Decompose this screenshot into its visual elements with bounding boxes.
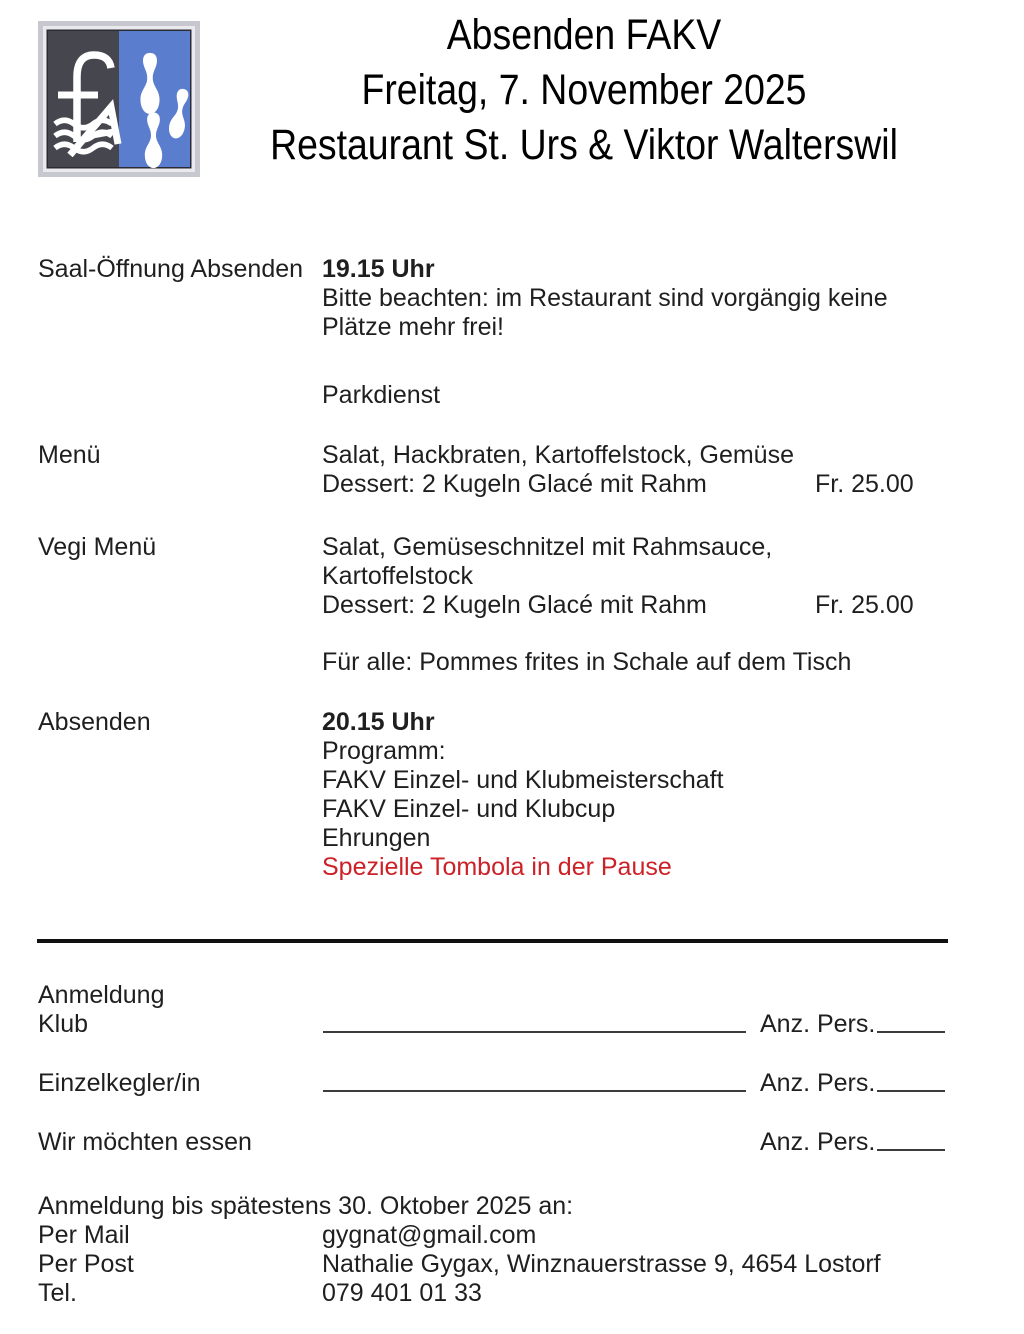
section-absenden bbox=[38, 708, 948, 882]
tombola-highlight: Spezielle Tombola in der Pause bbox=[322, 853, 672, 881]
klub-anz-pers-label: Anz. Pers. bbox=[760, 1010, 876, 1038]
vegi-line2: Kartoffelstock bbox=[322, 562, 474, 590]
registration-deadline: Anmeldung bis spätestens 30. Oktober 2025 an: bbox=[38, 1192, 574, 1220]
club-logo bbox=[38, 20, 200, 178]
title-line-location: Restaurant St. Urs & Viktor Walterswil bbox=[270, 121, 898, 169]
registration-row-essen bbox=[38, 1128, 948, 1157]
contact-row-post bbox=[38, 1250, 948, 1279]
menu-price: Fr. 25.00 bbox=[815, 470, 914, 498]
title-line-event: Absenden FAKV bbox=[446, 11, 722, 59]
document-title bbox=[215, 8, 953, 173]
section-divider bbox=[37, 939, 948, 943]
menu-dessert: Dessert: 2 Kugeln Glacé mit Rahm bbox=[322, 470, 707, 498]
einzelkegler-anz-pers-blank-line bbox=[877, 1070, 945, 1092]
tel-label: Tel. bbox=[38, 1279, 77, 1307]
registration-row-einzelkegler bbox=[38, 1069, 948, 1098]
absenden-time: 20.15 Uhr bbox=[322, 708, 435, 736]
contact-row-mail bbox=[38, 1221, 948, 1250]
menu-label: Menü bbox=[38, 441, 101, 469]
saal-oeffnung-time: 19.15 Uhr bbox=[322, 255, 435, 283]
saal-oeffnung-extra: Parkdienst bbox=[322, 381, 441, 409]
title-line-date: Freitag, 7. November 2025 bbox=[361, 66, 807, 114]
program-item-3: Ehrungen bbox=[322, 824, 431, 852]
program-item-2: FAKV Einzel- und Klubcup bbox=[322, 795, 616, 823]
section-menu bbox=[38, 441, 948, 499]
absenden-label: Absenden bbox=[38, 708, 151, 736]
program-heading: Programm: bbox=[322, 737, 446, 765]
essen-anz-pers-blank-line bbox=[877, 1129, 945, 1151]
menu-line1: Salat, Hackbraten, Kartoffelstock, Gemüse bbox=[322, 441, 794, 469]
tel-value: 079 401 01 33 bbox=[322, 1279, 482, 1307]
program-item-1: FAKV Einzel- und Klubmeisterschaft bbox=[322, 766, 724, 794]
einzelkegler-label: Einzelkegler/in bbox=[38, 1069, 201, 1097]
per-post-value: Nathalie Gygax, Winznauerstrasse 9, 4654 Lostorf bbox=[322, 1250, 881, 1278]
contact-block bbox=[38, 1192, 948, 1308]
per-post-label: Per Post bbox=[38, 1250, 134, 1278]
per-mail-label: Per Mail bbox=[38, 1221, 130, 1249]
vegi-menu-label: Vegi Menü bbox=[38, 533, 157, 561]
saal-oeffnung-note: Bitte beachten: im Restaurant sind vorgängig keine Plätze mehr frei! bbox=[322, 284, 888, 341]
registration-heading: Anmeldung bbox=[38, 981, 165, 1009]
essen-label: Wir möchten essen bbox=[38, 1128, 252, 1156]
vegi-dessert: Dessert: 2 Kugeln Glacé mit Rahm bbox=[322, 591, 707, 619]
klub-name-blank-line bbox=[323, 1011, 746, 1033]
klub-label: Klub bbox=[38, 1010, 89, 1038]
fakv-kegeln-logo-icon bbox=[38, 20, 200, 178]
for-all-note: Für alle: Pommes frites in Schale auf dem Tisch bbox=[322, 648, 852, 676]
section-saal-oeffnung bbox=[38, 255, 948, 410]
essen-anz-pers-label: Anz. Pers. bbox=[760, 1128, 876, 1156]
contact-row-tel bbox=[38, 1279, 948, 1308]
vegi-line1: Salat, Gemüseschnitzel mit Rahmsauce, bbox=[322, 533, 773, 561]
section-vegi-menu bbox=[38, 533, 948, 677]
vegi-price: Fr. 25.00 bbox=[815, 591, 914, 619]
registration-row-klub bbox=[38, 1010, 948, 1039]
per-mail-value: gygnat@gmail.com bbox=[322, 1221, 537, 1249]
einzelkegler-name-blank-line bbox=[323, 1070, 746, 1092]
saal-oeffnung-label: Saal-Öffnung Absenden bbox=[38, 255, 304, 283]
einzelkegler-anz-pers-label: Anz. Pers. bbox=[760, 1069, 876, 1097]
klub-anz-pers-blank-line bbox=[877, 1011, 945, 1033]
